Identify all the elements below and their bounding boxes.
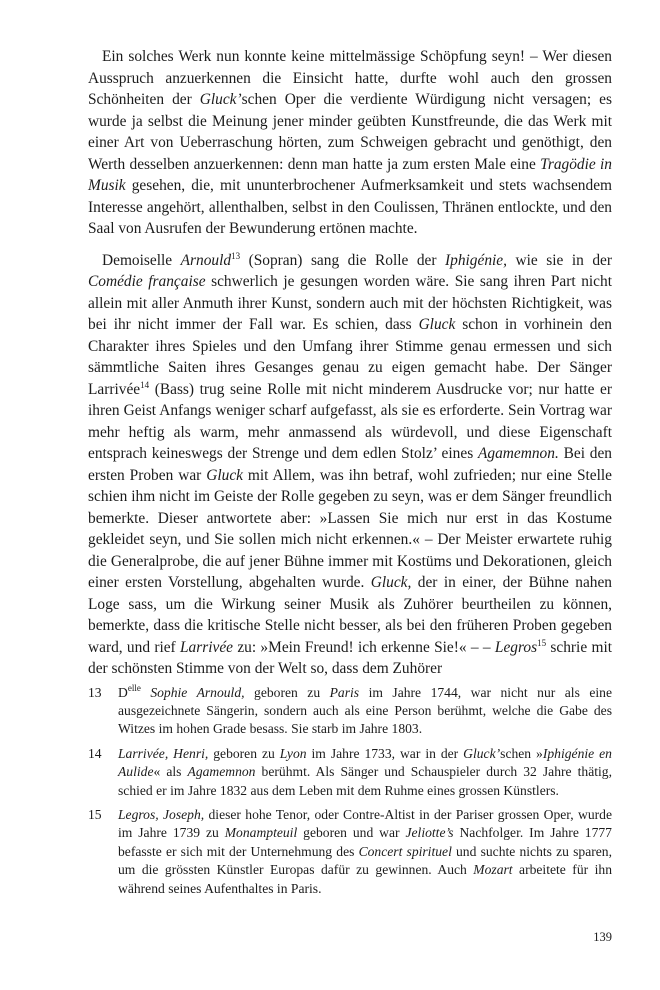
footnote-number: 14 — [88, 745, 102, 761]
footnote-ref-14: 14 — [140, 379, 150, 390]
footnote-number: 13 — [88, 684, 102, 700]
paragraph-2: Demoiselle Arnould$^{13}$ (Sopran) sang die Rolle der Iphigénie, wie sie in der Comédie française schwerlich je gesungen worden wäre. Sie sang ihren Part nicht allein mit aller Anmuth ihrer Kunst, sondern auch mit der höchsten Richtigkeit, was bei ihr nicht immer der Fall war. Es schien, dass Gluck schon in vorhinein den Charakter ihres Spieles und den Umfang ihrer Stimme genau ermessen und sich sämmtliche Saiten ihres Gesanges genau zu eigen gemacht habe. Der Sänger Larrivée$^{14}$ (Bass) trug seine Rolle mit nicht minderem Ausdrucke vor; nur hatte er ihren Geist Anfangs weniger scharf aufgefasst, als sie es erforderte. Sein Vortrag war mehr heftig als warm, mehr anmassend als würdevoll, und diese Eigenschaft entsprach keineswegs der Strenge und dem edlen Stolz’ eines Agamemnon. Bei den ersten Proben war Gluck mit Allem, was ihn betraf, wohl zufrieden; nur eine Stelle schien ihm nicht im Geiste der Rolle gegeben zu seyn, was er dem Sänger freundlich bemerkte. Dieser antwortete aber: »Lassen Sie mich nur erst in das Kostume gekleidet seyn, und Sie sollen mich nicht erkennen.« – Der Meister erwartete ruhig die Generalprobe, die auf jener Bühne immer mit Kostüms und Dekorationen, gleich einer ersten Vorstellung, abgehalten wurde. Gluck, der in einer, der Bühne nahen Loge sass, um die Wirkung seiner Musik als Zuhörer beurtheilen zu können, bemerkte, dass die kritische Stelle nicht besser, als bei den früheren Proben gegeben ward, und rief Larrivée zu: »Mein Freund! ich erkenne Sie!« – – Legros$^{15}$ schrie mit der schönsten Stimme von der Welt so, dass dem Zuhörer — [88, 250, 613, 677]
footnote-13: 13 $D^{elle}$ Sophie Arnould, geboren zu Paris im Jahre 1744, war nicht nur als eine ausgezeichnete Sängerin, sondern auch als eine Person berühmt, welche die Gabe des Witzes im hohen Grade besass. Sie starb im Jahre 1803. — [88, 682, 613, 737]
footnote-15: 15 Legros, Joseph, dieser hohe Tenor, oder Contre-Altist in der Pariser grossen Oper, wurde im Jahre 1739 zu Monampteuil geboren und war Jeliotte’s Nachfolger. Im Jahre 1777 befasste er sich mit der Unternehmung des Concert spirituel und suchte nichts zu sparen, um die grössten Künstler Europas dafür zu gewinnen. Auch Mozart arbeitete für ihn während seines Aufenthaltes in Paris. — [88, 806, 612, 896]
footnotes — [88, 684, 612, 898]
paragraph-1: Ein solches Werk nun konnte keine mittelmässige Schöpfung seyn! – Wer diesen Ausspruch anzuerkennen die Einsicht hatte, durfte wohl auch den grossen Schönheiten der Gluck’schen Oper die verdiente Würdigung nicht versagen; es wurde ja selbst die Meinung jener minder geübten Kunstfreunde, die das Werk mit einer Art von Ueberraschung hörten, zum Schweigen gebracht und genöthigt, den Werth desselben anzuerkennen: denn man hatte ja zum ersten Male eine Tragödie in Musik gesehen, die, mit ununterbrochener Aufmerksamkeit und stets wachsendem Interesse angehört, allenthalben, selbst in den Coulissen, Thränen entlockte, und den Saal von Ausrufen der Bewunderung ertönen machte. — [88, 48, 612, 237]
footnote-number: 15 — [88, 806, 102, 822]
footnote-ref-15: 15 — [537, 637, 547, 648]
footnote-ref-13: 13 — [231, 250, 241, 261]
footnote-14: 14 Larrivée, Henri, geboren zu Lyon im Jahre 1733, war in der Gluck’schen »Iphigénie en Aulide« als Agamemnon berühmt. Als Sänger und Schauspieler durch 32 Jahre thätig, schied er im Jahre 1832 aus dem Leben mit dem Ruhme eines grossen Künstlers. — [88, 745, 612, 798]
page-content — [88, 46, 612, 904]
page-number: 139 — [593, 930, 612, 944]
